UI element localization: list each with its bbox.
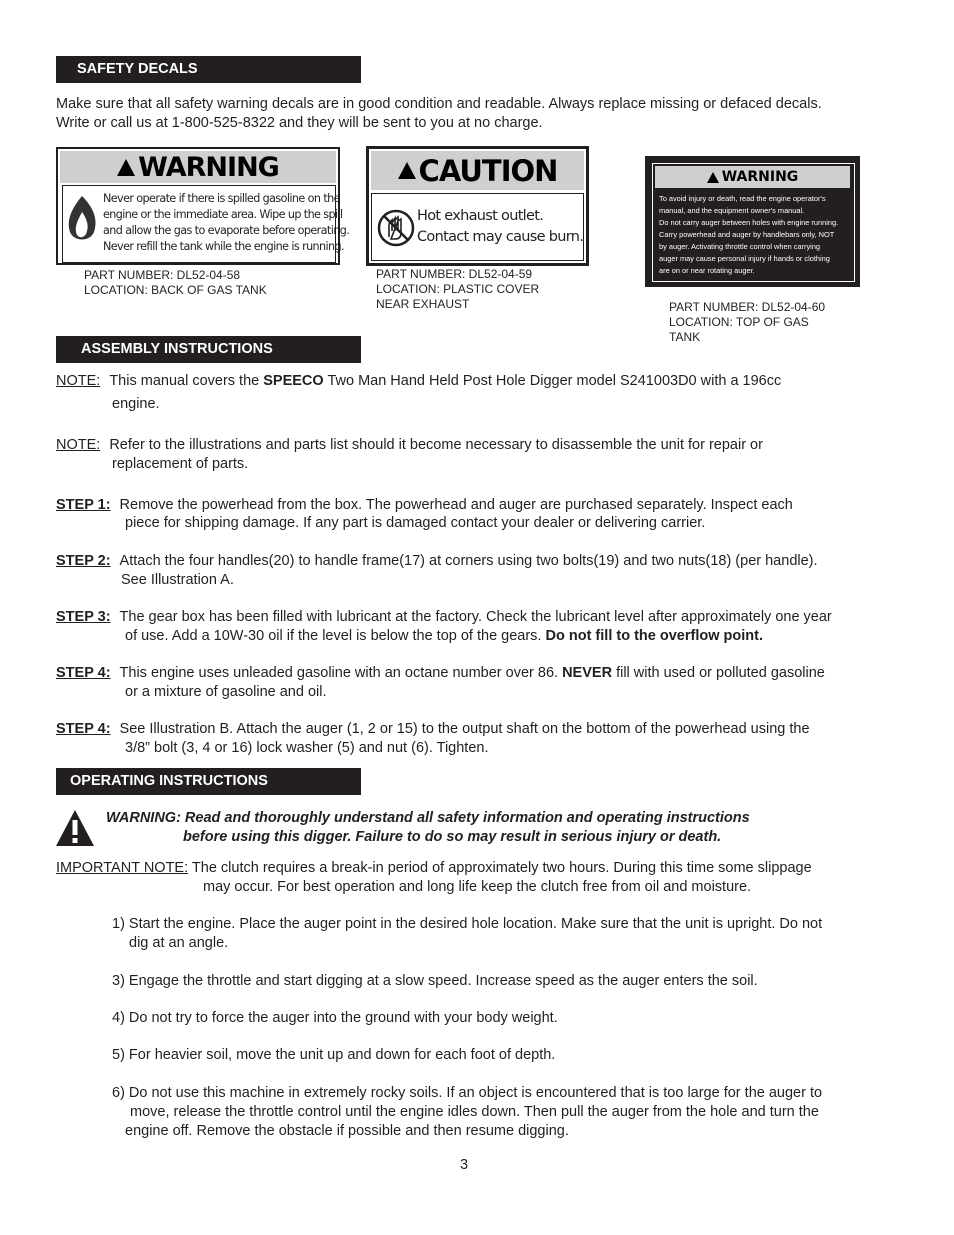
operating-item-6: 6) Do not use this machine in extremely rocky soils. If an object is encountered that is too large for the auger to (112, 1085, 823, 1101)
operating-item-1: 1) Start the engine. Place the auger point in the desired hole location. Make sure that the unit is upright. Do not (112, 916, 823, 932)
step-3-cont: of use. Add a 10W-30 oil if the level is below the top of the gears. Do not fill to the overflow point. (125, 628, 763, 644)
important-note: IMPORTANT NOTE: The clutch requires a break-in period of approximately two hours. During this time some slippage (56, 860, 812, 876)
decal-warning-gas (56, 147, 350, 265)
decal-2-location-cont: NEAR EXHAUST (376, 297, 470, 311)
section-header-safety-decals: SAFETY DECALS (56, 56, 361, 83)
step-4-cont: or a mixture of gasoline and oil. (125, 684, 327, 700)
warning-line-1: WARNING: Read and thoroughly understand all safety information and operating instructions (106, 810, 750, 826)
decal-warning-auger (645, 156, 860, 287)
step-2: STEP 2: Attach the four handles(20) to handle frame(17) at corners using two bolts(19) and two nuts(18) (per handle). (56, 553, 818, 569)
decal-header: WARNING (60, 151, 336, 183)
step-3: STEP 3: The gear box has been filled with lubricant at the factory. Check the lubricant level after approximately one year (56, 609, 832, 625)
decal-3-location: LOCATION: TOP OF GAS (669, 315, 809, 329)
step-4: STEP 4: This engine uses unleaded gasoline with an octane number over 86. NEVER fill with used or polluted gasoline (56, 665, 825, 681)
decal-text: To avoid injury or death, read the engine operator's manual, and the equipment owner's manual. Do not carry auger between holes with engine running. Carry powerhead and auger by handlebars only, NOT by auger. Activating throttle control when carrying auger may cause personal injury if hands or clothing are on or near rotating auger. (659, 194, 839, 275)
decal-header: CAUTION (371, 151, 584, 190)
decal-text: Hot exhaust outlet. Contact may cause burn. (417, 208, 584, 245)
step-2-cont: See Illustration A. (121, 572, 234, 588)
warning-triangle-icon (117, 159, 135, 176)
step-1: STEP 1: Remove the powerhead from the box. The powerhead and auger are purchased separately. Inspect each (56, 497, 793, 513)
fire-gas-icon (64, 194, 100, 244)
section-header-operating: OPERATING INSTRUCTIONS (56, 768, 361, 795)
decal-2-part-number: PART NUMBER: DL52-04-59 (376, 267, 533, 281)
operating-item-5: 5) For heavier soil, move the unit up and down for each foot of depth. (112, 1047, 556, 1063)
important-note-cont: may occur. For best operation and long life keep the clutch free from oil and moisture. (203, 879, 752, 895)
intro-line-1: Make sure that all safety warning decals are in good condition and readable. Always replace missing or defaced decals. (56, 96, 822, 112)
warning-triangle-icon (398, 162, 416, 179)
decal-header: WARNING (655, 166, 850, 188)
warning-triangle-icon (55, 809, 95, 847)
decal-caution-exhaust (366, 146, 589, 266)
operating-item-3: 3) Engage the throttle and start digging at a slow speed. Increase speed as the auger enters the soil. (112, 973, 758, 989)
section-header-assembly: ASSEMBLY INSTRUCTIONS (56, 336, 361, 363)
decal-2-location: LOCATION: PLASTIC COVER (376, 282, 540, 296)
warning-line-2: before using this digger. Failure to do so may result in serious injury or death. (183, 829, 722, 845)
step-1-cont: piece for shipping damage. If any part is damaged contact your dealer or delivering carrier. (125, 515, 706, 531)
note-2: NOTE: Refer to the illustrations and parts list should it become necessary to disassemble the unit for repair or (56, 437, 763, 453)
decal-1-location: LOCATION: BACK OF GAS TANK (84, 283, 267, 297)
page-number: 3 (460, 1157, 469, 1173)
operating-item-6-cont-2: engine off. Remove the obstacle if possible and then resume digging. (125, 1123, 569, 1139)
burn-hand-icon (377, 209, 415, 247)
operating-item-1-cont: dig at an angle. (129, 935, 229, 951)
decal-3-location-cont: TANK (669, 330, 701, 344)
operating-item-6-cont: move, release the throttle control until the engine idles down. Then pull the auger from the hole and turn the (130, 1104, 819, 1120)
decal-3-part-number: PART NUMBER: DL52-04-60 (669, 300, 826, 314)
note-1-cont: engine. (112, 396, 160, 412)
note-1: NOTE: This manual covers the SPEECO Two Man Hand Held Post Hole Digger model S241003D0 with a 196cc (56, 373, 782, 389)
warning-triangle-icon (707, 172, 719, 183)
intro-line-2: Write or call us at 1-800-525-8322 and they will be sent to you at no charge. (56, 115, 543, 131)
note-2-cont: replacement of parts. (112, 456, 249, 472)
decal-text: Never operate if there is spilled gasoline on the engine or the immediate area. Wipe up the spill and allow the gas to evaporate before operating. Never refill the tank while the engine is running. (103, 192, 350, 253)
decal-1-part-number: PART NUMBER: DL52-04-58 (84, 268, 241, 282)
step-5-cont: 3/8” bolt (3, 4 or 16) lock washer (5) and nut (6). Tighten. (125, 740, 489, 756)
operating-item-4: 4) Do not try to force the auger into the ground with your body weight. (112, 1010, 558, 1026)
step-5: STEP 4: See Illustration B. Attach the auger (1, 2 or 15) to the output shaft on the bottom of the powerhead using the (56, 721, 810, 737)
